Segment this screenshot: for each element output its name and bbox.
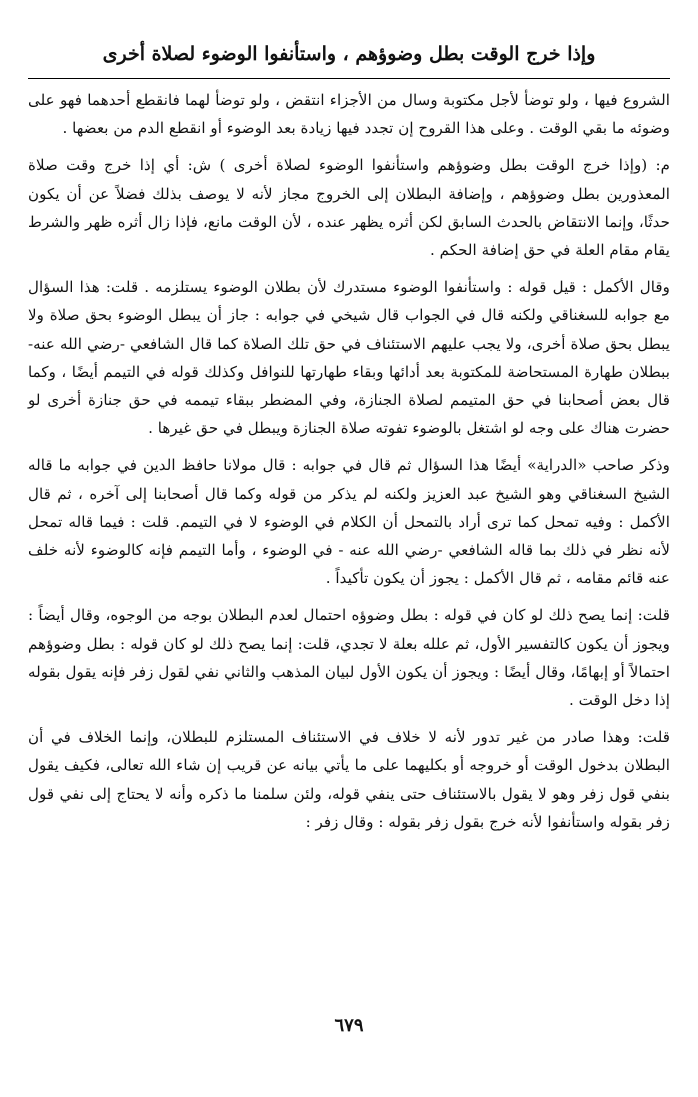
- header-divider-rule: [28, 78, 670, 79]
- page-number: ٦٧٩: [334, 1015, 364, 1036]
- body-text: [28, 86, 670, 836]
- paragraph-3: وقال الأكمل : قيل قوله : واستأنفوا الوضوء مستدرك لأن بطلان الوضوء يستلزمه . قلت: هذا السؤال مع جوابه للسغناقي ولكنه قال في الجواب قال شيخي في جوابه : جاز أن يبطل الوضوء بحق صلاة ولا يبطل بحق صلاة أخرى، ولا يجب عليهم الاستئناف في حق تلك الصلاة كما قال الشافعي -رضي الله عنه- ببطلان طهارة المستحاضة للمكتوبة بعد أدائها وبقاء طهارتها للنوافل وكذلك قوله في التيمم أيضًا ، وكما قال بعض أصحابنا في حق المتيمم لصلاة الجنازة، وفي المضطر ببقاء تيممه في حق جنازة أخرى لو حضرت هناك على وجه لو اشتغل بالوضوء تفوته صلاة الجنازة ويبطل في حق غيرها .: [28, 278, 670, 438]
- paragraph-gap: [28, 714, 670, 723]
- paragraph-5: قلت: إنما يصح ذلك لو كان في قوله : بطل وضوؤه احتمال لعدم البطلان بوجه من الوجوه، وقال أيضاً : ويجوز أن يكون كالتفسير الأول، ثم علله بعلة لا تجدي، قلت: إنما يصح ذلك لو كان قوله : بطل وضوؤهم احتمالاً أو إبهامًا، وقال أيضًا : ويجوز أن يكون الأول لبيان المذهب والثاني نفي لقول زفر فإنه يقول بقوله إذا دخل الوقت .: [28, 606, 670, 710]
- paragraph-gap: [28, 264, 670, 273]
- paragraph-1: الشروع فيها ، ولو توضأ لأجل مكتوبة وسال من الأجزاء انتقض ، ولو توضأ لهما فانقطع أحدهما فهو على وضوئه ما بقي الوقت . وعلى هذا القروح إن تجدد فيها زيادة بعد الوضوء أو انقطع الدم من بعضها .: [28, 91, 670, 138]
- paragraph-4: وذكر صاحب «الدراية» أيضًا هذا السؤال ثم قال في جوابه : قال مولانا حافظ الدين في جوابه ما قاله الشيخ السغناقي وهو الشيخ عبد العزيز ولكنه لم يذكر من قوله وكما قال أصحابنا إلى آخره ، ثم قال الأكمل : وفيه تمحل كما ترى أراد بالتمحل أن الكلام في الوضوء لا في التيمم. قلت : فيما قاله تمحل لأنه نظر في ذلك بما قاله الشافعي -رضي الله عنه - في الوضوء ، وأما التيمم فإنه كالوضوء لأنه خلف عنه قائم مقامه ، ثم قال الأكمل : يجوز أن يكون تأكيداً .: [28, 456, 670, 588]
- paragraph-gap: [28, 442, 670, 451]
- running-header: وإذا خرج الوقت بطل وضوؤهم ، واستأنفوا الوضوء لصلاة أخرى: [102, 43, 596, 65]
- paragraph-gap: [28, 592, 670, 601]
- paragraph-2: م: (وإذا خرج الوقت بطل وضوؤهم واستأنفوا الوضوء لصلاة أخرى ) ش: أي إذا خرج وقت صلاة المعذورين بطل وضوؤهم ، وإضافة البطلان إلى الخروج مجاز لأنه لا يوصف بذلك فضلاً عن أن يكون حدثًا، وإنما الانتقاض بالحدث السابق لكن أثره يظهر عنده ، لأن الوقت مانع، فإذا زال أثره ظهر والشرط يقام مقام العلة في حق إضافة الحكم .: [28, 156, 670, 260]
- paragraph-6: قلت: وهذا صادر من غير تدور لأنه لا خلاف في الاستئناف المستلزم للبطلان، وإنما الخلاف في أن البطلان بدخول الوقت أو خروجه أو بكليهما على ما يأتي بيانه عن قريب إن شاء الله تعالى، فكيف يقول بنفي قول زفر وهو لا يقول بالاستئناف حتى ينفي قوله، ولئن سلمنا ما ذكره وأنه لا يحتاج إلى نفي قول زفر بقوله واستأنفوا لأنه خرج بقول زفر بقوله : وقال زفر :: [28, 728, 670, 831]
- paragraph-gap: [28, 142, 670, 151]
